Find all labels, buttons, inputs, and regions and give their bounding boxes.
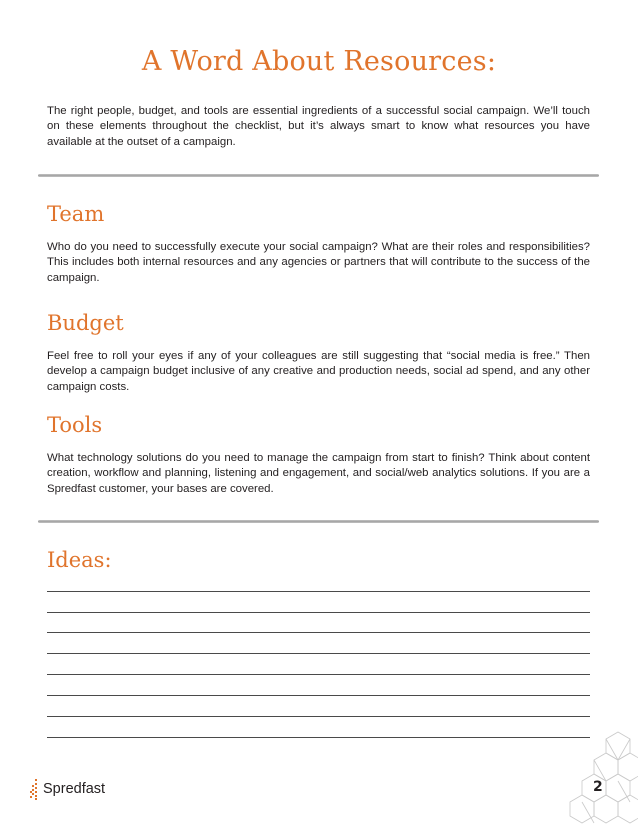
ideas-writing-line: [47, 695, 590, 696]
team-heading: Team: [47, 202, 105, 226]
budget-paragraph: Feel free to roll your eyes if any of your colleagues are still suggesting that “social media is free.” Then develop a campaign budget inclusive of any creative and production needs, social ad spend, and any other campaign costs.: [47, 350, 590, 393]
ideas-writing-line: [47, 716, 590, 717]
ideas-writing-line: [47, 591, 590, 592]
page-number: 2: [593, 779, 603, 795]
footer-logo: [30, 778, 105, 800]
ideas-writing-line: [47, 612, 590, 613]
ideas-heading: Ideas:: [47, 548, 112, 572]
ideas-writing-line: [47, 653, 590, 654]
intro-paragraph: The right people, budget, and tools are essential ingredients of a successful social campaign. We’ll touch on these elements throughout the checklist, but it’s always smart to know what resources you have available at the outset of a campaign.: [47, 105, 590, 148]
hexagon-pattern-icon: [560, 730, 638, 826]
spredfast-logo-icon: [30, 779, 38, 799]
ideas-writing-line: [47, 674, 590, 675]
team-paragraph: Who do you need to successfully execute your social campaign? What are their roles and responsibilities? This includes both internal resources and any agencies or partners that will contribute to the success of the campaign.: [47, 241, 590, 284]
tools-paragraph: What technology solutions do you need to manage the campaign from start to finish? Think about content creation, workflow and planning, listening and engagement, and social/web analytics solutions. If you are a Spredfast customer, your bases are covered.: [47, 452, 590, 495]
section-divider-bottom: [38, 520, 599, 523]
tools-heading: Tools: [47, 413, 103, 437]
section-divider-top: [38, 174, 599, 177]
budget-heading: Budget: [47, 311, 124, 335]
page-title: A Word About Resources:: [141, 46, 497, 77]
logo-wordmark: Spredfast: [43, 781, 106, 797]
ideas-writing-line: [47, 632, 590, 633]
ideas-writing-line: [47, 737, 590, 738]
